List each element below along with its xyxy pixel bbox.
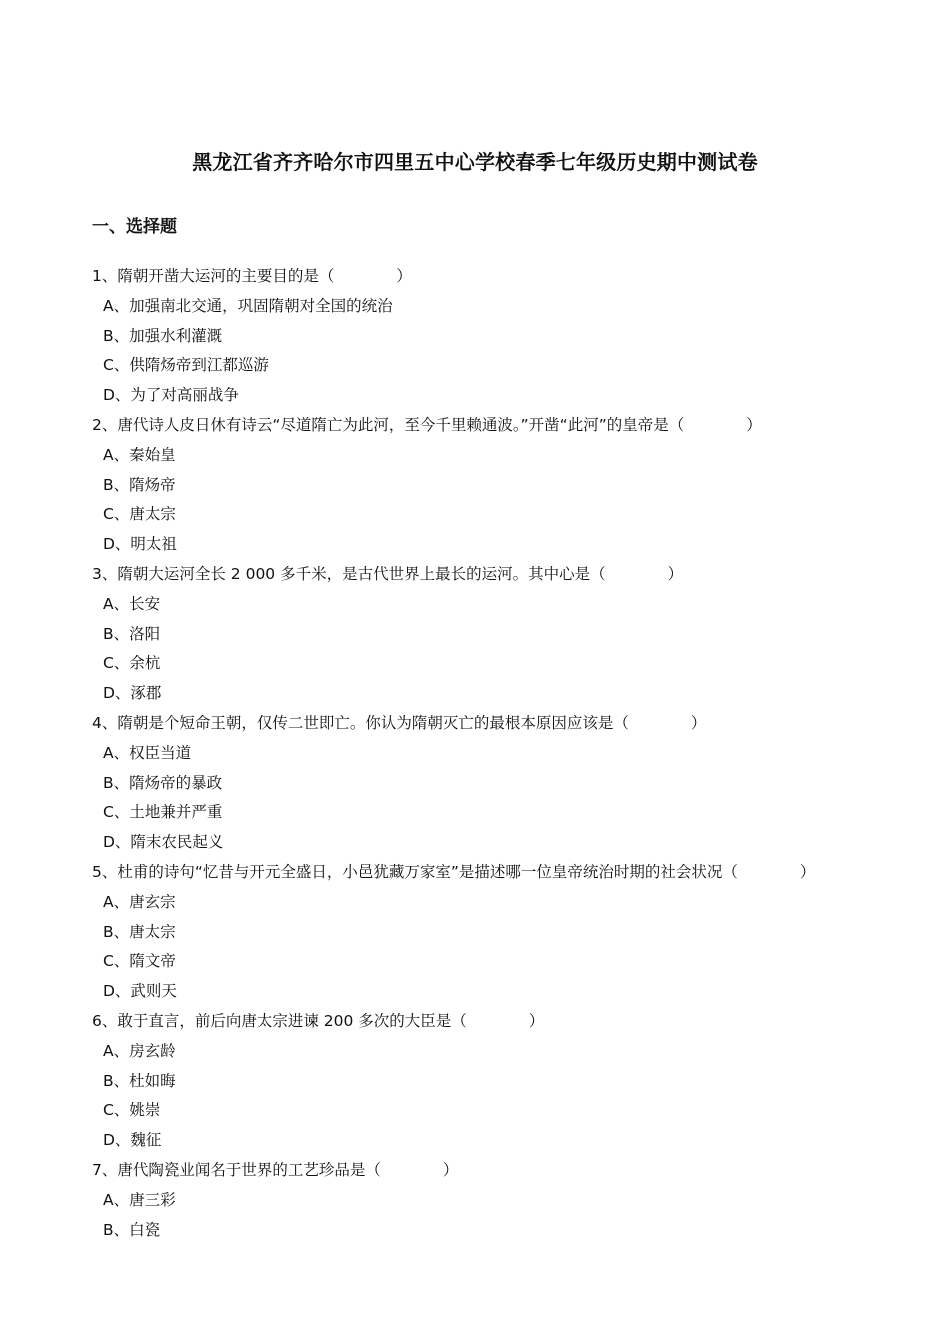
option-c: C、唐太宗 <box>103 505 176 524</box>
option-c: C、余杭 <box>103 654 161 673</box>
option-d: D、涿郡 <box>103 684 162 703</box>
option-a: A、加强南北交通，巩固隋朝对全国的统治 <box>103 296 393 315</box>
question-stem: 1、隋朝开凿大运河的主要目的是（ ） <box>92 267 412 285</box>
option-b: B、隋炀帝 <box>103 475 176 494</box>
option-c: C、隋文帝 <box>103 952 176 971</box>
option-a: A、权臣当道 <box>103 743 192 762</box>
option-b: B、洛阳 <box>103 624 161 643</box>
option-b: B、隋炀帝的暴政 <box>103 773 223 792</box>
option-d: D、为了对高丽战争 <box>103 386 239 405</box>
option-a: A、长安 <box>103 594 161 613</box>
option-d: D、明太祖 <box>103 535 177 554</box>
question-stem: 6、敢于直言，前后向唐太宗进谏 200 多次的大臣是（ ） <box>92 1011 545 1030</box>
option-a: A、唐三彩 <box>103 1190 176 1209</box>
option-b: B、白瓷 <box>103 1220 161 1239</box>
question-list <box>92 262 872 1245</box>
option-b: B、唐太宗 <box>103 922 176 941</box>
option-c: C、供隋炀帝到江都巡游 <box>103 356 269 375</box>
question-stem: 5、杜甫的诗句“忆昔与开元全盛日，小邑犹藏万家室”是描述哪一位皇帝统治时期的社会状况（ ） <box>92 862 816 881</box>
option-b: B、加强水利灌溉 <box>103 326 223 345</box>
option-b: B、杜如晦 <box>103 1071 176 1090</box>
section-heading: 一、选择题 <box>92 217 177 237</box>
option-a: A、唐玄宗 <box>103 892 176 911</box>
option-a: A、秦始皇 <box>103 445 176 464</box>
question-stem: 2、唐代诗人皮日休有诗云“尽道隋亡为此河，至今千里赖通波。”开凿“此河”的皇帝是（ ） <box>92 415 762 434</box>
option-c: C、姚崇 <box>103 1101 161 1120</box>
option-d: D、魏征 <box>103 1131 162 1150</box>
option-a: A、房玄龄 <box>103 1041 176 1060</box>
question-stem: 7、唐代陶瓷业闻名于世界的工艺珍品是（ ） <box>92 1160 459 1179</box>
option-d: D、隋末农民起义 <box>103 833 224 852</box>
question-stem: 3、隋朝大运河全长 2 000 多千米，是古代世界上最长的运河。其中心是（ ） <box>92 564 684 583</box>
option-d: D、武则天 <box>103 982 177 1001</box>
question-stem: 4、隋朝是个短命王朝，仅传二世即亡。你认为隋朝灭亡的最根本原因应该是（ ） <box>92 713 707 732</box>
option-c: C、土地兼并严重 <box>103 803 223 822</box>
page-title: 黑龙江省齐齐哈尔市四里五中心学校春季七年级历史期中测试卷 <box>192 150 758 174</box>
